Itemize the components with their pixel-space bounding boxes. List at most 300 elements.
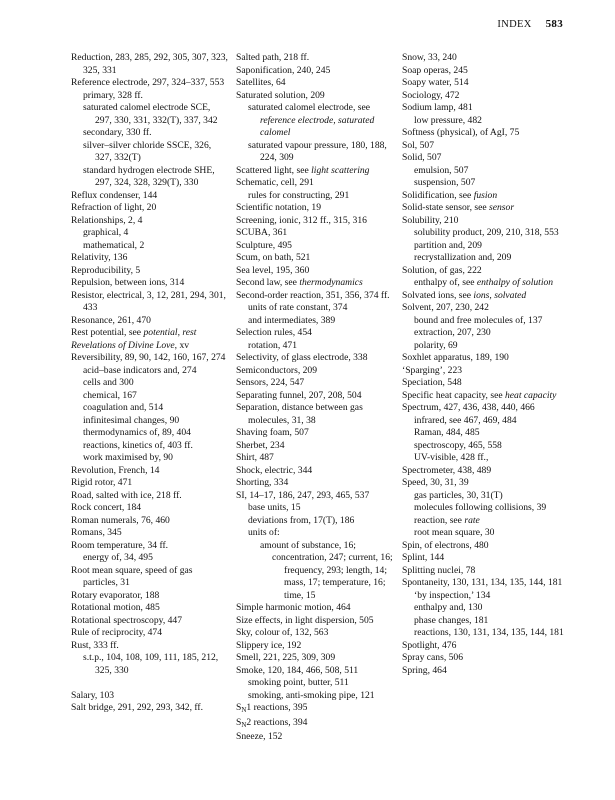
entry-text: Sodium lamp, 481 xyxy=(402,102,473,113)
index-entry xyxy=(71,627,229,640)
entry-text: Semiconductors, 209 xyxy=(236,364,318,376)
index-entry xyxy=(71,290,229,315)
index-subentry xyxy=(402,277,577,290)
index-subentry xyxy=(236,190,396,203)
entry-text: Salted path, 218 ff. xyxy=(236,52,310,63)
index-entry xyxy=(402,215,577,228)
cross-reference-text: enthalpy of solution xyxy=(476,277,554,288)
index-entry xyxy=(402,365,577,378)
entry-text: infinitesimal changes, 90 xyxy=(83,414,180,426)
index-entry xyxy=(71,52,229,77)
entry-text: ‘Sparging’, 223 xyxy=(402,364,463,376)
entry-text: saturated calomel electrode, see xyxy=(248,102,370,113)
index-subentry xyxy=(71,402,229,415)
entry-text: coagulation and, 514 xyxy=(83,402,164,413)
index-entry xyxy=(236,702,396,717)
entry-text: Spectrum, 427, 436, 438, 440, 466 xyxy=(402,402,535,413)
entry-text: Separating funnel, 207, 208, 504 xyxy=(236,389,362,401)
index-entry xyxy=(236,427,396,440)
entry-text: reactions, 130, 131, 134, 135, 144, 181 xyxy=(414,627,564,638)
index-entry xyxy=(236,265,396,278)
entry-text: saturated calomel electrode SCE, 297, 330, 331, 332(T), 337, 342 xyxy=(83,102,218,126)
entry-text: Satellites, 64 xyxy=(236,77,286,88)
entry-text: Schematic, cell, 291 xyxy=(236,177,314,188)
index-subentry xyxy=(402,615,577,628)
index-subentry xyxy=(71,127,229,140)
index-entry xyxy=(236,290,396,303)
index-entry xyxy=(71,190,229,203)
index-entry xyxy=(402,540,577,553)
index-subentry xyxy=(402,252,577,265)
index-entry xyxy=(236,252,396,265)
entry-text: Root mean square, speed of gas particles, 31 xyxy=(71,564,193,588)
entry-text: infrared, see 467, 469, 484 xyxy=(414,414,517,426)
index-entry xyxy=(236,390,396,403)
index-entry xyxy=(236,65,396,78)
entry-text: Scum, on bath, 521 xyxy=(236,252,311,263)
index-subentry xyxy=(402,502,577,515)
index-subentry xyxy=(71,365,229,378)
cross-reference-text: light scattering xyxy=(311,164,370,176)
entry-text: amount of substance, 16; xyxy=(260,539,356,551)
index-subentry xyxy=(236,102,396,140)
index-subentry xyxy=(402,515,577,528)
entry-text: Speciation, 548 xyxy=(402,377,462,388)
entry-text: Relativity, 136 xyxy=(71,252,128,263)
entry-text: Snow, 33, 240 xyxy=(402,52,457,63)
entry-text: Splitting nuclei, 78 xyxy=(402,564,476,576)
entry-text: UV-visible, 428 ff., xyxy=(414,452,489,463)
index-entry xyxy=(236,465,396,478)
entry-text: Spectrometer, 438, 489 xyxy=(402,464,492,476)
entry-text: energy of, 34, 495 xyxy=(83,552,153,563)
index-subentry xyxy=(402,602,577,615)
entry-text: units of: xyxy=(248,527,280,538)
entry-text: deviations from, 17(T), 186 xyxy=(248,514,355,526)
index-entry xyxy=(402,265,577,278)
entry-text: Separation, distance between gas molecules, 31, 38 xyxy=(236,402,363,426)
entry-text: N xyxy=(241,706,247,714)
index-subentry xyxy=(402,240,577,253)
index-subentry xyxy=(402,590,577,603)
index-entry xyxy=(402,202,577,215)
index-entry xyxy=(236,440,396,453)
entry-text: base units, 15 xyxy=(248,502,301,513)
index-entry xyxy=(402,565,577,578)
entry-text: Soap operas, 245 xyxy=(402,64,468,76)
cross-reference-text: potential, rest xyxy=(143,327,197,338)
index-entry xyxy=(236,731,396,744)
index-entry xyxy=(71,702,229,715)
index-entry xyxy=(236,90,396,103)
entry-text: Resonance, 261, 470 xyxy=(71,314,151,326)
entry-text: Shock, electric, 344 xyxy=(236,464,313,476)
index-entry xyxy=(71,690,229,703)
index-subentry xyxy=(402,415,577,428)
index-entry xyxy=(402,302,577,315)
entry-text: Solution, of gas, 222 xyxy=(402,264,482,276)
index-subentry xyxy=(71,377,229,390)
entry-text: Soxhlet apparatus, 189, 190 xyxy=(402,352,509,363)
entry-text: Reduction, 283, 285, 292, 305, 307, 323, 325, 331 xyxy=(71,52,228,76)
entry-text: Saponification, 240, 245 xyxy=(236,64,331,76)
entry-text: smoking point, butter, 511 xyxy=(248,677,349,688)
entry-text: bound and free molecules of, 137 xyxy=(414,314,543,326)
index-subentry xyxy=(71,140,229,165)
index-subentry xyxy=(71,240,229,253)
entry-text: Solvent, 207, 230, 242 xyxy=(402,302,489,313)
index-entry xyxy=(71,252,229,265)
index-subentry xyxy=(236,340,396,353)
index-subentry xyxy=(71,165,229,190)
entry-text: recrystallization and, 209 xyxy=(414,252,512,263)
entry-text: Sherbet, 234 xyxy=(236,439,285,451)
entry-text: smoking, anti-smoking pipe, 121 xyxy=(248,689,375,701)
index-subentry xyxy=(71,90,229,103)
index-subentry xyxy=(402,627,577,640)
index-entry xyxy=(402,190,577,203)
index-column-1 xyxy=(71,52,229,715)
index-entry xyxy=(236,215,396,228)
index-entry xyxy=(402,140,577,153)
index-entry xyxy=(236,227,396,240)
entry-text: Softness (physical), of AgI, 75 xyxy=(402,127,520,138)
index-subentry xyxy=(236,140,396,165)
index-entry xyxy=(71,315,229,328)
index-entry xyxy=(71,327,229,340)
entry-text: units of rate constant, 374 xyxy=(248,302,348,313)
entry-text: Solvated ions, see xyxy=(402,289,474,301)
cross-reference-text: fusion xyxy=(473,189,498,201)
entry-text: Size effects, in light dispersion, 505 xyxy=(236,614,374,626)
entry-text: mathematical, 2 xyxy=(83,239,145,251)
entry-text: suspension, 507 xyxy=(414,177,476,188)
cross-reference-text: sensor xyxy=(489,202,515,213)
index-entry xyxy=(236,52,396,65)
entry-text: Sneeze, 152 xyxy=(236,731,283,742)
entry-text: gas particles, 30, 31(T) xyxy=(414,489,503,501)
index-entry xyxy=(71,615,229,628)
index-subentry xyxy=(71,102,229,127)
entry-text: Sociology, 472 xyxy=(402,89,460,101)
index-subentry xyxy=(402,177,577,190)
index-entry xyxy=(236,490,396,503)
index-entry xyxy=(71,640,229,653)
entry-text: primary, 328 ff. xyxy=(83,89,143,101)
entry-text: low pressure, 482 xyxy=(414,114,482,126)
entry-text: thermodynamics of, 89, 404 xyxy=(83,427,191,438)
entry-text: Rotational spectroscopy, 447 xyxy=(71,614,183,626)
entry-text: S xyxy=(236,716,242,728)
entry-text: silver–silver chloride SSCE, 326, 327, 332(T) xyxy=(83,139,212,163)
index-entry xyxy=(71,265,229,278)
entry-text: Simple harmonic motion, 464 xyxy=(236,602,351,613)
entry-text: Rotational motion, 485 xyxy=(71,602,160,613)
entry-text: Solid-state sensor, see xyxy=(402,202,490,213)
entry-text: Solubility, 210 xyxy=(402,214,459,226)
index-subentry xyxy=(71,552,229,565)
index-subentry xyxy=(402,452,577,465)
index-entry xyxy=(236,717,396,732)
entry-text: solubility product, 209, 210, 318, 553 xyxy=(414,227,559,238)
index-subentry xyxy=(236,315,396,328)
entry-text: Refraction of light, 20 xyxy=(71,202,157,213)
index-entry xyxy=(236,652,396,665)
entry-text: Rigid rotor, 471 xyxy=(71,477,133,488)
index-entry xyxy=(236,602,396,615)
index-subentry xyxy=(402,227,577,240)
entry-text: Rock concert, 184 xyxy=(71,502,142,513)
entry-text: Soapy water, 514 xyxy=(402,77,469,88)
entry-text: reaction, see xyxy=(414,514,465,526)
index-subentry xyxy=(236,302,396,315)
index-subentry xyxy=(236,502,396,515)
index-entry xyxy=(402,127,577,140)
entry-text: enthalpy of, see xyxy=(414,277,477,288)
entry-text: rules for constructing, 291 xyxy=(248,189,350,201)
entry-text: partition and, 209 xyxy=(414,239,482,251)
index-subentry xyxy=(402,165,577,178)
index-subentry xyxy=(236,677,396,690)
entry-text: 2 reactions, 394 xyxy=(246,716,308,728)
index-entry xyxy=(402,640,577,653)
index-entry xyxy=(402,290,577,303)
entry-text: SCUBA, 361 xyxy=(236,227,288,238)
index-subentry xyxy=(402,115,577,128)
index-entry xyxy=(236,327,396,340)
entry-text: Roman numerals, 76, 460 xyxy=(71,514,170,526)
entry-text: Reference electrode, 297, 324–337, 553 xyxy=(71,77,225,88)
index-entry xyxy=(71,540,229,553)
index-entry xyxy=(236,665,396,678)
entry-text: Speed, 30, 31, 39 xyxy=(402,477,469,488)
entry-text: Shirt, 487 xyxy=(236,452,274,463)
entry-text: Relationships, 2, 4 xyxy=(71,214,143,226)
entry-text: Sky, colour of, 132, 563 xyxy=(236,627,329,638)
index-subentry xyxy=(71,227,229,240)
index-entry xyxy=(236,477,396,490)
entry-text: reactions, kinetics of, 403 ff. xyxy=(83,439,193,451)
index-subentry xyxy=(71,652,229,677)
entry-text: Saturated solution, 209 xyxy=(236,89,325,101)
entry-text: Reflux condenser, 144 xyxy=(71,189,158,201)
entry-text: Shorting, 334 xyxy=(236,477,289,488)
index-entry xyxy=(402,577,577,590)
index-subentry xyxy=(402,490,577,503)
index-subentry xyxy=(71,390,229,403)
index-entry xyxy=(402,102,577,115)
index-column-3 xyxy=(402,52,577,677)
entry-text: Spring, 464 xyxy=(402,664,447,676)
index-entry xyxy=(402,465,577,478)
entry-text: Screening, ionic, 312 ff., 315, 316 xyxy=(236,214,367,226)
index-entry xyxy=(71,352,229,365)
entry-text: , xv xyxy=(174,339,190,351)
entry-text: Selection rules, 454 xyxy=(236,327,312,338)
running-head: INDEX xyxy=(497,19,532,30)
index-subentry xyxy=(236,527,396,540)
entry-text: s.t.p., 104, 108, 109, 111, 185, 212, 325, 330 xyxy=(83,652,219,676)
entry-text: Romans, 345 xyxy=(71,527,122,538)
index-subentry xyxy=(236,515,396,528)
cross-reference-text: rate xyxy=(464,514,480,526)
index-entry xyxy=(236,377,396,390)
index-subentry xyxy=(402,315,577,328)
entry-text: Revolution, French, 14 xyxy=(71,464,160,476)
index-entry xyxy=(402,652,577,665)
index-entry xyxy=(402,390,577,403)
index-entry xyxy=(402,402,577,415)
entry-text: Specific heat capacity, see xyxy=(402,389,505,401)
index-entry xyxy=(71,590,229,603)
entry-text: Spray cans, 506 xyxy=(402,652,464,663)
index-entry xyxy=(236,202,396,215)
entry-text: Scientific notation, 19 xyxy=(236,202,321,213)
entry-text: saturated vapour pressure, 180, 188, 224, 309 xyxy=(248,139,387,163)
entry-text: N xyxy=(241,720,247,729)
entry-text: Rule of reciprocity, 474 xyxy=(71,627,163,638)
entry-text: Resistor, electrical, 3, 12, 281, 294, 301, 433 xyxy=(71,289,226,313)
entry-text: Rotary evaporator, 188 xyxy=(71,589,160,601)
index-subentry xyxy=(236,540,396,553)
entry-text: Sensors, 224, 547 xyxy=(236,377,305,388)
cross-reference-text: Revelations of Divine Love xyxy=(71,339,175,351)
index-entry xyxy=(71,465,229,478)
index-entry xyxy=(71,502,229,515)
entry-text: chemical, 167 xyxy=(83,389,137,401)
index-entry xyxy=(71,277,229,290)
index-entry xyxy=(71,477,229,490)
index-entry xyxy=(236,627,396,640)
entry-text: Road, salted with ice, 218 ff. xyxy=(71,489,182,501)
entry-text: Salary, 103 xyxy=(71,689,115,701)
entry-text: SI, 14–17, 186, 247, 293, 465, 537 xyxy=(236,489,370,501)
index-entry xyxy=(236,452,396,465)
entry-text: Second law, see xyxy=(236,277,300,288)
entry-text: Selectivity, of glass electrode, 338 xyxy=(236,352,368,363)
index-entry xyxy=(402,477,577,490)
index-entry xyxy=(71,202,229,215)
entry-text: Splint, 144 xyxy=(402,552,445,563)
entry-text: cells and 300 xyxy=(83,377,134,388)
entry-text: work maximised by, 90 xyxy=(83,452,173,463)
entry-text: Rust, 333 ff. xyxy=(71,639,119,651)
entry-text: emulsion, 507 xyxy=(414,164,469,176)
index-entry xyxy=(402,377,577,390)
index-entry xyxy=(71,490,229,503)
entry-text: Solid, 507 xyxy=(402,152,442,163)
entry-text: Spin, of electrons, 480 xyxy=(402,539,489,551)
index-subentry xyxy=(402,340,577,353)
entry-text: rotation, 471 xyxy=(248,339,298,351)
index-entry xyxy=(236,77,396,90)
index-entry xyxy=(402,665,577,678)
entry-text: Spontaneity, 130, 131, 134, 135, 144, 181 xyxy=(402,577,563,588)
entry-text: standard hydrogen electrode SHE, 297, 324, 328, 329(T), 330 xyxy=(83,164,215,188)
index-entry xyxy=(402,552,577,565)
index-subentry xyxy=(236,552,396,602)
entry-text: Sol, 507 xyxy=(402,139,434,151)
index-entry xyxy=(402,352,577,365)
cross-reference-text: ions, solvated xyxy=(473,289,527,301)
entry-text: Smoke, 120, 184, 466, 508, 511 xyxy=(236,664,359,676)
index-entry xyxy=(236,640,396,653)
entry-text: molecules following collisions, 39 xyxy=(414,502,547,513)
index-subentry xyxy=(236,690,396,703)
index-entry xyxy=(402,65,577,78)
entry-text: graphical, 4 xyxy=(83,227,129,238)
entry-text: Scattered light, see xyxy=(236,164,312,176)
entry-text: Spotlight, 476 xyxy=(402,639,457,651)
index-entry xyxy=(402,90,577,103)
index-subentry xyxy=(402,527,577,540)
page-header xyxy=(497,18,563,30)
index-entry xyxy=(71,340,229,353)
entry-text: Reversibility, 89, 90, 142, 160, 167, 274 xyxy=(71,352,226,363)
entry-text: enthalpy and, 130 xyxy=(414,602,483,613)
index-column-2 xyxy=(236,52,396,744)
entry-text: Shaving foam, 507 xyxy=(236,427,309,438)
entry-text: Reproducibility, 5 xyxy=(71,264,141,276)
entry-text: Second-order reaction, 351, 356, 374 ff. xyxy=(236,289,390,301)
entry-text: polarity, 69 xyxy=(414,339,458,351)
index-entry xyxy=(402,77,577,90)
page-number: 583 xyxy=(545,18,563,30)
index-entry xyxy=(71,215,229,228)
cross-reference-text: thermodynamics xyxy=(299,277,363,288)
entry-text: acid–base indicators and, 274 xyxy=(83,364,197,376)
entry-text: Sculpture, 495 xyxy=(236,239,292,251)
entry-text: Salt bridge, 291, 292, 293, 342, ff. xyxy=(71,702,203,713)
cross-reference-text: reference electrode, saturated calomel xyxy=(260,114,375,138)
entry-text: concentration, 247; current, 16; frequency, 293; length, 14; mass, 17; temperature, 16; time, 15 xyxy=(272,552,393,601)
index-subentry xyxy=(71,452,229,465)
index-entry xyxy=(236,352,396,365)
index-entry xyxy=(402,152,577,165)
entry-text: Room temperature, 34 ff. xyxy=(71,539,169,551)
entry-text: S xyxy=(236,702,242,713)
index-entry xyxy=(71,602,229,615)
index-entry xyxy=(402,52,577,65)
entry-text: spectroscopy, 465, 558 xyxy=(414,439,502,451)
index-entry xyxy=(236,240,396,253)
index-entry xyxy=(71,515,229,528)
entry-text: Rest potential, see xyxy=(71,327,144,338)
entry-text: Slippery ice, 192 xyxy=(236,639,302,651)
index-subentry xyxy=(402,327,577,340)
entry-text: Repulsion, between ions, 314 xyxy=(71,277,185,288)
entry-text: and intermediates, 389 xyxy=(248,314,336,326)
entry-text: extraction, 207, 230 xyxy=(414,327,491,338)
index-subentry xyxy=(71,415,229,428)
index-entry xyxy=(236,277,396,290)
entry-text: Raman, 484, 485 xyxy=(414,427,480,438)
index-entry xyxy=(236,365,396,378)
index-subentry xyxy=(402,440,577,453)
index-entry xyxy=(236,402,396,427)
index-entry xyxy=(236,165,396,178)
index-subentry xyxy=(402,427,577,440)
index-subentry xyxy=(71,427,229,440)
index-entry xyxy=(236,615,396,628)
index-entry xyxy=(71,565,229,590)
entry-text: ‘by inspection,’ 134 xyxy=(414,589,491,601)
entry-text: 1 reactions, 395 xyxy=(246,702,308,713)
index-subentry xyxy=(71,440,229,453)
entry-text: Solidification, see xyxy=(402,189,474,201)
entry-text: secondary, 330 ff. xyxy=(83,127,152,138)
index-entry xyxy=(71,77,229,90)
